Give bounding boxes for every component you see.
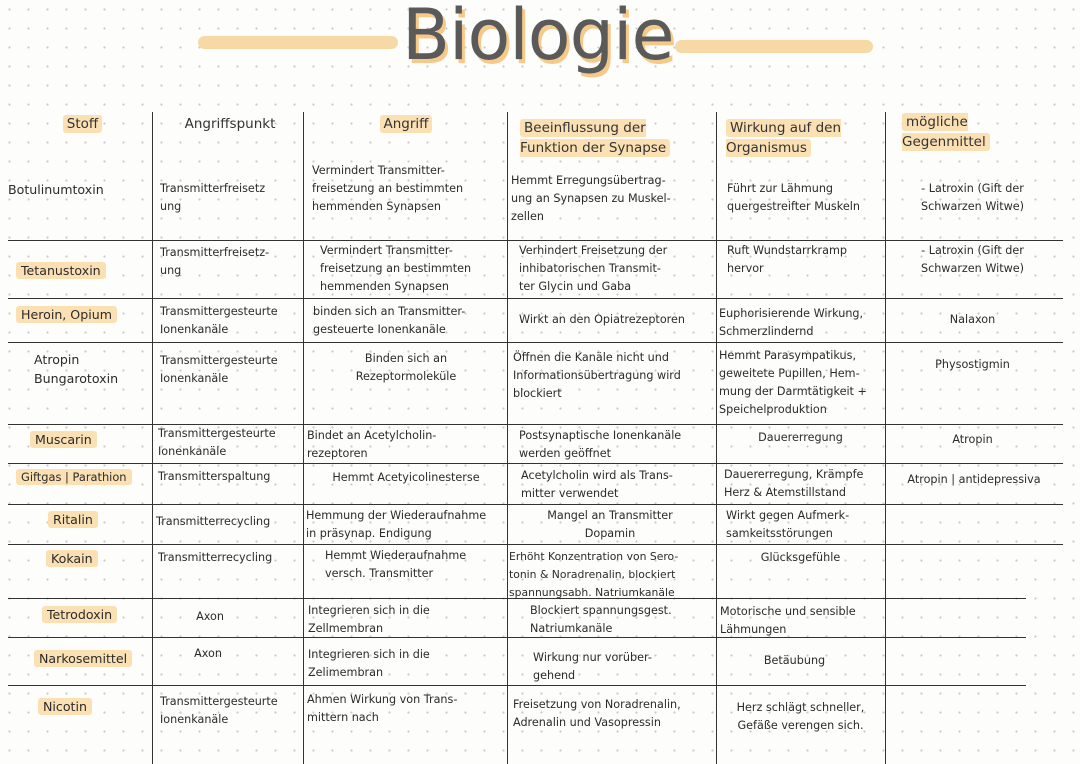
header-stoff: Stoff bbox=[40, 114, 125, 134]
cell-angriff: Bindet an Acetylcholin- rezeptoren bbox=[307, 429, 437, 460]
cell-angriffspunkt: Transmitterspaltung bbox=[158, 470, 271, 483]
cell-wirkung: Glücksgefühle bbox=[760, 551, 841, 564]
header-angriffspunkt: Angriffspunkt bbox=[184, 116, 276, 132]
title-area bbox=[0, 0, 1080, 100]
cell-angriffspunkt: Axon bbox=[196, 610, 224, 623]
row-divider bbox=[8, 685, 1026, 686]
header-beeinflussung: Beeinflussung der Funktion der Synapse bbox=[520, 118, 710, 158]
cell-beeinflussung: Wirkung nur vorüber- gehend bbox=[533, 651, 652, 682]
header-gegenmittel: mögliche Gegenmittel bbox=[902, 112, 1052, 152]
cell-angriff: binden sich an Transmitter- gesteuerte Ionenkanäle bbox=[313, 305, 466, 336]
cell-angriff: Hemmt Acetyicolinesterse bbox=[332, 471, 480, 484]
header-wirkung: Wirkung auf den Organismus bbox=[726, 120, 842, 156]
cell-angriff: Ahmen Wirkung von Trans- mittern nach bbox=[307, 693, 458, 724]
column-divider bbox=[885, 112, 886, 764]
cell-angriffspunkt: Transmitterfreisetz- ung bbox=[160, 246, 270, 277]
cell-beeinflussung: Freisetzung von Noradrenalin, Adrenalin und Vasopressin bbox=[513, 698, 681, 729]
substance-name: Kokain bbox=[46, 549, 146, 568]
cell-beeinflussung: Wirkt an den Opiatrezeptoren bbox=[519, 313, 685, 326]
cell-angriff: Hemmung der Wiederaufnahme in präsynap. Endigung bbox=[306, 509, 487, 540]
substance-name: Ritalin bbox=[48, 510, 148, 529]
cell-angriff: Binden sich an Rezeptormoleküle bbox=[355, 352, 457, 383]
row-divider bbox=[8, 342, 1063, 343]
cell-wirkung: Betäubung bbox=[763, 654, 826, 667]
row-divider bbox=[8, 463, 1063, 464]
cell-wirkung: Dauererregung bbox=[758, 431, 843, 444]
substance-name: Muscarin bbox=[30, 430, 148, 449]
cell-angriff: Vermindert Transmitter- freisetzung an bestimmten hemmenden Synapsen bbox=[320, 244, 472, 293]
cell-angriffspunkt: Transmitterrecycling bbox=[156, 515, 271, 528]
cell-wirkung: Hemmt Parasympatikus, geweitete Pupillen, Hem- mung der Darmtätigkeit + Speichelproduktion bbox=[719, 349, 867, 416]
row-divider bbox=[8, 544, 1063, 545]
substance-name: Giftgas | Parathion bbox=[16, 468, 151, 487]
row-divider bbox=[8, 504, 1063, 505]
substance-name: Botulinumtoxin bbox=[8, 182, 104, 197]
cell-angriff: Vermindert Transmitter- freisetzung an bestimmten hemmenden Synapsen bbox=[312, 164, 464, 213]
cell-beeinflussung: Mangel an Transmitter Dopamin bbox=[547, 509, 673, 540]
column-divider bbox=[152, 112, 153, 764]
cell-angriff: Integrieren sich in die Zellmembran bbox=[308, 604, 430, 635]
title-underline-left bbox=[198, 36, 398, 49]
cell-gegenmittel: - Latroxin (Gift der Schwarzen Witwe) bbox=[920, 182, 1025, 213]
cell-gegenmittel: - Latroxin (Gift der Schwarzen Witwe) bbox=[920, 244, 1025, 275]
cell-angriffspunkt: Transmittergesteurte Ionenkanäle bbox=[158, 427, 276, 458]
cell-angriffspunkt: Transmittergesteurte Ionenkanäle bbox=[160, 354, 278, 385]
substance-name: Heroin, Opium bbox=[16, 305, 148, 324]
substance-name: Narkosemittel bbox=[34, 649, 149, 668]
cell-gegenmittel: Physostigmin bbox=[935, 358, 1010, 371]
cell-angriffspunkt: Transmitterfreisetz ung bbox=[160, 182, 266, 213]
title-underline-right bbox=[675, 40, 873, 53]
column-divider bbox=[303, 112, 304, 764]
cell-gegenmittel: Atropin bbox=[952, 433, 993, 446]
cell-beeinflussung: Erhöht Konzentration von Sero- tonin & Noradrenalin, blockiert spannungsabh. Natriumkanäle bbox=[509, 550, 679, 599]
cell-wirkung: Herz schlägt schneller, Gefäße verengen sich. bbox=[736, 701, 865, 732]
cell-angriffspunkt: Transmittergesteurte Ionenkanäle bbox=[160, 695, 278, 726]
cell-beeinflussung: Hemmt Erregungsübertrag- ung an Synapsen zu Muskel- zellen bbox=[511, 174, 671, 223]
cell-gegenmittel: Nalaxon bbox=[949, 313, 996, 326]
cell-beeinflussung: Acetylcholin wird als Trans- mitter verwendet bbox=[521, 469, 673, 500]
cell-beeinflussung: Öffnen die Kanäle nicht und Informationsübertragung wird blockiert bbox=[513, 351, 681, 400]
cell-angriffspunkt: Transmitterrecycling bbox=[158, 551, 273, 564]
cell-wirkung: Führt zur Lähmung quergestreifter Muskeln bbox=[727, 182, 860, 213]
cell-wirkung: Dauererregung, Krämpfe Herz & Atemstillstand bbox=[724, 468, 864, 499]
cell-angriff: Integrieren sich in die Zelimembran bbox=[308, 648, 430, 679]
header-angriff: Angriff bbox=[306, 114, 506, 134]
cell-angriff: Hemmt Wiederaufnahme versch. Transmitter bbox=[325, 549, 467, 580]
substance-name: Tetrodoxin bbox=[42, 605, 152, 624]
cell-gegenmittel: Atropin | antidepressiva bbox=[907, 473, 1041, 486]
row-divider bbox=[8, 298, 1063, 299]
column-divider bbox=[507, 112, 508, 764]
substance-name: Atropin Bungarotoxin bbox=[34, 352, 119, 386]
cell-wirkung: Euphorisierende Wirkung, Schmerzlindernd bbox=[719, 307, 864, 338]
cell-wirkung: Ruft Wundstarrkramp hervor bbox=[727, 244, 847, 275]
cell-beeinflussung: Postsynaptische Ionenkanäle werden geöffnet bbox=[519, 429, 682, 460]
page-title: Biologie bbox=[402, 0, 674, 76]
substance-name: Tetanustoxin bbox=[16, 261, 148, 280]
cell-wirkung: Motorische und sensible Lähmungen bbox=[720, 605, 856, 636]
cell-wirkung: Wirkt gegen Aufmerk- samkeitsstörungen bbox=[726, 509, 850, 540]
substance-name: Nicotin bbox=[38, 697, 148, 716]
cell-angriffspunkt: Transmittergesteurte Ionenkanäle bbox=[160, 305, 278, 336]
cell-beeinflussung: Verhindert Freisetzung der inhibatorischen Transmit- ter Glycin und Gaba bbox=[519, 244, 668, 293]
cell-angriffspunkt: Axon bbox=[194, 647, 222, 660]
cell-beeinflussung: Blockiert spannungsgest. Natriumkanäle bbox=[530, 604, 672, 635]
